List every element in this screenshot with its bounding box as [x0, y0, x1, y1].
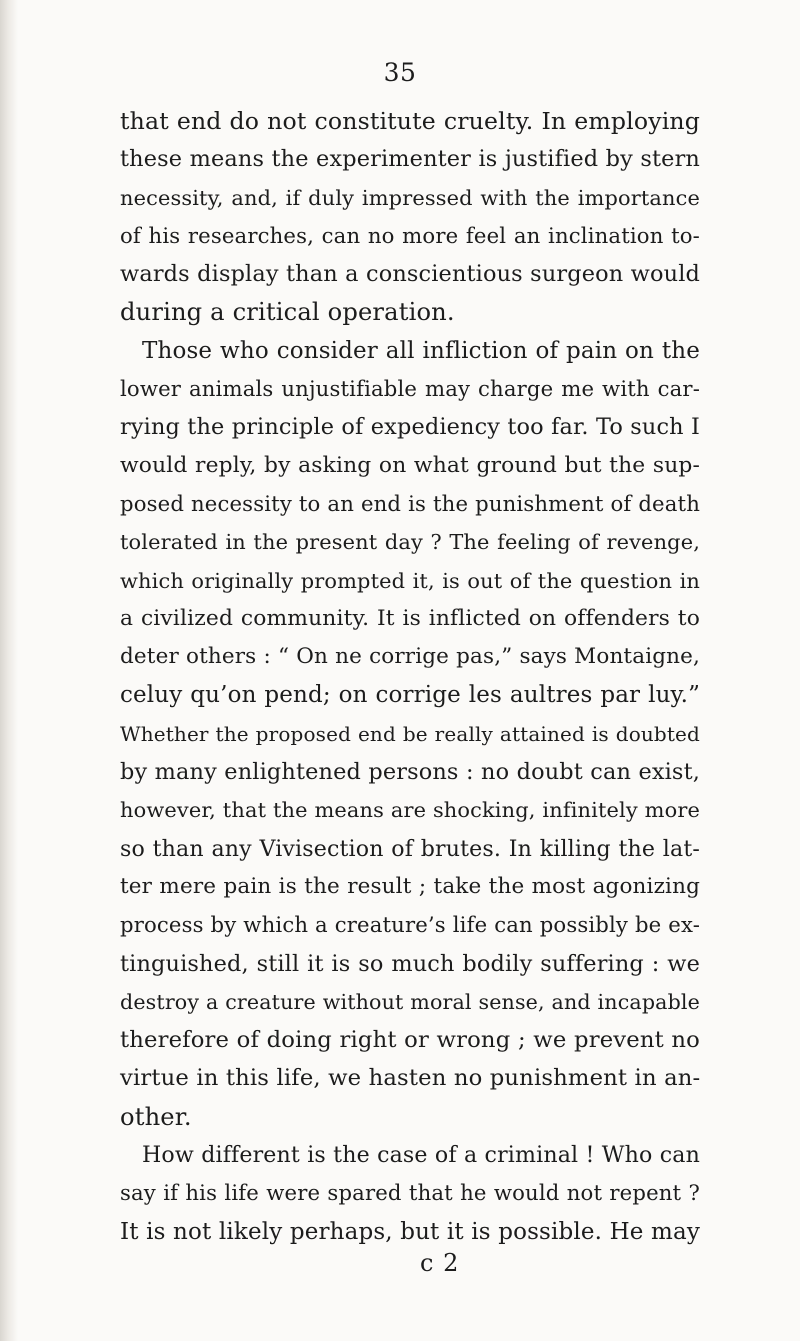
text-line: during a critical operation. [120, 298, 455, 327]
text-line: these means the experimenter is justified by stern [120, 146, 700, 173]
text-line: would reply, by asking on what ground but the sup- [120, 452, 700, 478]
text-line: by many enlightened persons : no doubt can exist, [120, 759, 700, 786]
text-line: which originally prompted it, is out of the question in [120, 568, 700, 593]
gutter-shadow [0, 0, 18, 1341]
text-line: How different is the case of a criminal ! Who can [142, 1142, 700, 1169]
text-line: of his researches, can no more feel an inclination to- [120, 222, 700, 248]
text-line: Those who consider all infliction of pain on the [142, 337, 700, 364]
text-line: virtue in this life, we hasten no punishment in an- [120, 1065, 701, 1092]
text-line: It is not likely perhaps, but it is possible. He may [120, 1218, 700, 1245]
text-line: however, that the means are shocking, infinitely more [120, 798, 700, 823]
text-line: rying the principle of expediency too far. To such I [120, 414, 700, 441]
text-line: deter others : “ On ne corrige pas,” says Montaigne, [120, 644, 700, 670]
signature-mark: c 2 [420, 1249, 460, 1277]
text-line: a civilized community. It is inflicted on offenders to [120, 605, 700, 631]
body-text [120, 102, 700, 1251]
text-line: tinguished, still it is so much bodily suffering : we [120, 950, 700, 977]
text-line: lower animals unjustifiable may charge me with car- [120, 376, 700, 402]
text-line: wards display than a conscientious surgeon would [120, 261, 700, 288]
text-line: Whether the proposed end be really attained is doubted [120, 721, 700, 746]
text-line: tolerated in the present day ? The feeling of revenge, [120, 530, 700, 555]
text-line: so than any Vivisection of brutes. In killing the lat- [120, 835, 700, 862]
text-line: necessity, and, if duly impressed with the importance [120, 185, 700, 210]
text-line: ter mere pain is the result ; take the most agonizing [120, 873, 700, 899]
text-line: say if his life were spared that he would not repent ? [120, 1180, 700, 1206]
text-line: therefore of doing right or wrong ; we prevent no [120, 1027, 700, 1054]
text-line: that end do not constitute cruelty. In employing [120, 107, 700, 135]
text-line: posed necessity to an end is the punishment of death [120, 490, 700, 516]
page-number: 35 [383, 58, 417, 87]
text-line: destroy a creature without moral sense, and incapable [120, 989, 700, 1014]
text-line: process by which a creature’s life can possibly be ex- [120, 912, 700, 938]
text-line: other. [120, 1102, 192, 1131]
text-line: celuy qu’on pend; on corrige les aultres par luy.” [120, 682, 700, 709]
